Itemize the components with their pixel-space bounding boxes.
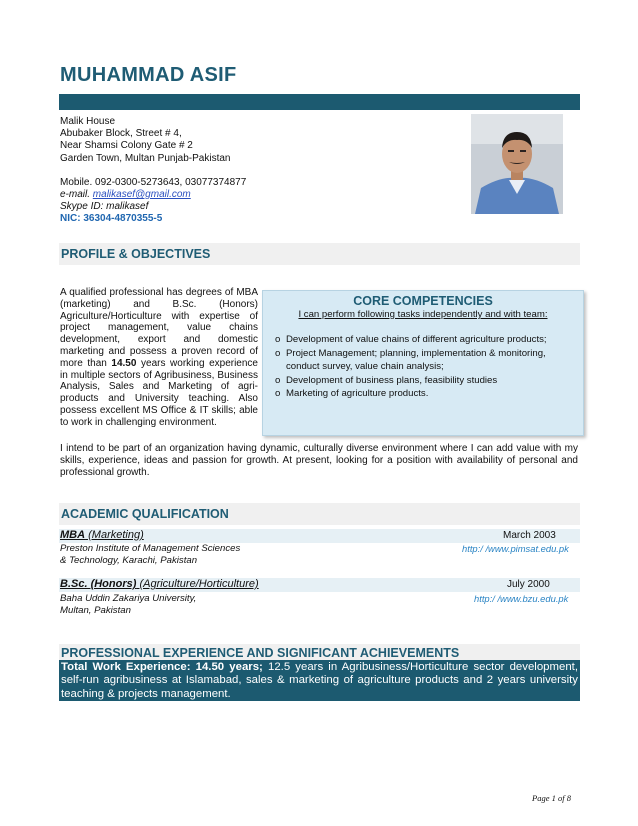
- profile-years: 14.50: [111, 357, 137, 369]
- institution-url[interactable]: http:/ /www.bzu.edu.pk: [474, 593, 569, 604]
- address-line: Abubaker Block, Street # 4,: [60, 128, 182, 140]
- list-item: [275, 333, 577, 347]
- profile-text-part: A qualified professional has degrees of MBA (marketing) and B.Sc. (Honors) Agriculture/Horticulture with expertise of project management, value chains development, export and domestic marketing and possess a proven record of more than: [60, 287, 258, 369]
- degree-date: July 2000: [507, 579, 550, 590]
- bullet-icon: o: [275, 334, 281, 345]
- address-line: Garden Town, Multan Punjab-Pakistan: [60, 152, 231, 164]
- email-row: [60, 189, 246, 201]
- degree-field: (Agriculture/Horticulture): [136, 578, 259, 590]
- skype-id: Skype ID: malikasef: [60, 201, 149, 213]
- profile-summary: [60, 287, 258, 429]
- page-number: Page 1 of 8: [532, 793, 571, 803]
- list-item: [275, 374, 577, 388]
- candidate-name: MUHAMMAD ASIF: [60, 64, 237, 86]
- list-item-text: Development of business plans, feasibility studies: [286, 374, 498, 386]
- list-item: [275, 347, 577, 361]
- degree-title: [60, 578, 259, 590]
- institution-url[interactable]: http:/ /www.pimsat.edu.pk: [462, 543, 569, 554]
- address-line: Near Shamsi Colony Gate # 2: [60, 140, 193, 152]
- institution-line: Baha Uddin Zakariya University,: [60, 593, 197, 604]
- degree-date: March 2003: [503, 530, 556, 541]
- email-link[interactable]: malikasef@gmail.com: [92, 189, 191, 201]
- experience-summary: [59, 660, 580, 701]
- institution-line: Preston Institute of Management Sciences: [60, 543, 241, 554]
- total-experience-label: Total Work Experience: 14.50 years;: [61, 661, 263, 673]
- degree-title: [60, 529, 144, 541]
- total-experience-text: 12.5 years in Agribusiness/Horticulture sector development, self-run agribusiness at Islamabad, sales & marketing of agriculture products and 2 years university teaching & projects management.: [61, 661, 578, 700]
- email-label: e-mail.: [60, 189, 93, 201]
- institution-line: Multan, Pakistan: [60, 604, 131, 616]
- experience-heading: PROFESSIONAL EXPERIENCE AND SIGNIFICANT ACHIEVEMENTS: [59, 644, 580, 660]
- mobile-number: Mobile. 092-0300-5273643, 03077374877: [60, 176, 247, 188]
- list-item-continuation: conduct survey, value chain analysis;: [286, 361, 444, 373]
- core-list: [275, 333, 577, 401]
- profile-photo: [471, 114, 563, 214]
- core-competencies-box: [262, 290, 584, 436]
- intent-statement: I intend to be part of an organization having dynamic, culturally diverse environment where I can add value with my skills, experience, ideas and passion for growth. At present, looking for a position with availability of personal and professional growth.: [60, 443, 578, 479]
- core-subtitle: I can perform following tasks independently and with team:: [298, 309, 548, 320]
- address-line: Malik House: [60, 116, 116, 127]
- core-title: CORE COMPETENCIES: [353, 294, 493, 308]
- profile-text-part: years working experience in multiple sectors of Agribusiness, Business Analysis, Sales and Marketing of agri-products and University teaching. Also possess excellent MS Office & IT skills; able to work in challenging environment.: [60, 357, 258, 428]
- list-item-text: Project Management; planning, implementation & monitoring,: [286, 347, 546, 359]
- contact-block: [60, 116, 246, 226]
- list-item-text: Development of value chains of different agriculture products;: [286, 334, 547, 345]
- degree-name: B.Sc. (Honors): [60, 578, 137, 590]
- header-bar: [59, 94, 580, 110]
- bullet-icon: o: [275, 347, 281, 359]
- degree-name: MBA: [60, 529, 86, 541]
- degree-field: (Marketing): [85, 529, 144, 541]
- profile-heading: PROFILE & OBJECTIVES: [59, 243, 580, 265]
- nic-number: NIC: 36304-4870355-5: [60, 213, 163, 225]
- bullet-icon: o: [275, 388, 281, 400]
- list-item-text: Marketing of agriculture products.: [286, 388, 429, 400]
- list-item: [275, 387, 577, 401]
- institution: [60, 593, 196, 617]
- bullet-icon: o: [275, 374, 281, 386]
- institution: [60, 543, 240, 567]
- academic-heading: ACADEMIC QUALIFICATION: [59, 503, 580, 525]
- institution-line: & Technology, Karachi, Pakistan: [60, 554, 198, 566]
